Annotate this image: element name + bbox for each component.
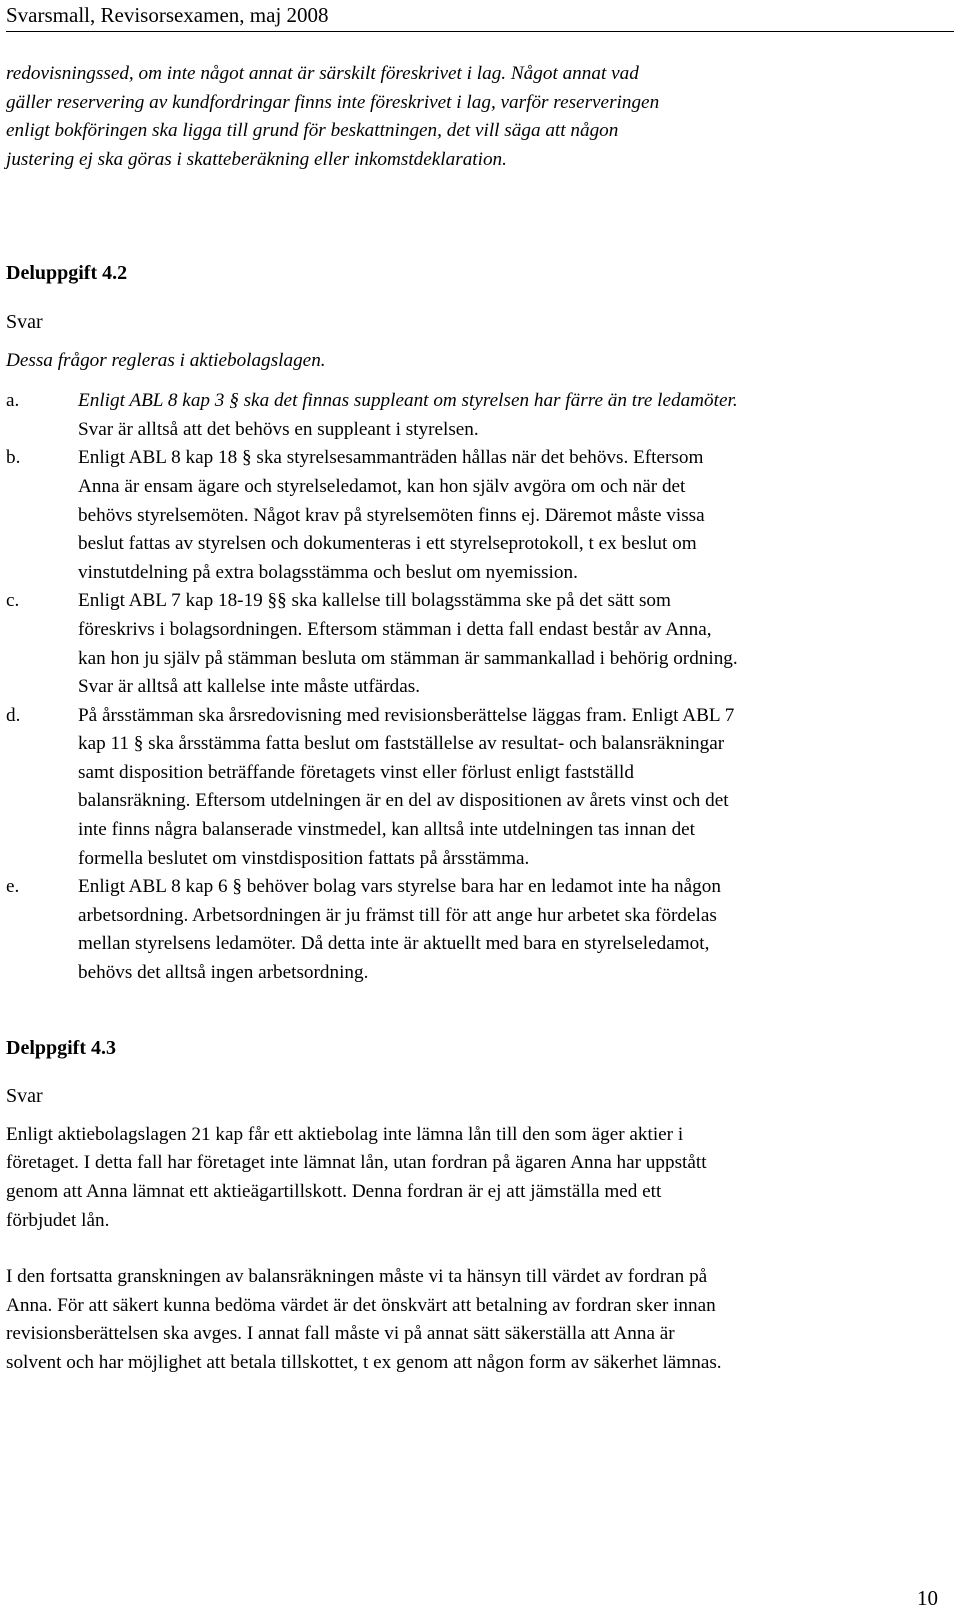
item-letter: c. (6, 590, 20, 612)
spacer (6, 988, 956, 1034)
text-line: Enligt ABL 8 kap 18 § ska styrelsesammanträden hållas när det behövs. Eftersom (78, 447, 704, 469)
spacer (6, 288, 956, 308)
text-line: kan hon ju själv på stämman besluta om stämman är sammankallad i behörig ordning. (78, 647, 738, 669)
text-line: föreskrivs i bolagsordningen. Eftersom stämman i detta fall endast består av Anna, (78, 618, 712, 640)
spacer (6, 337, 956, 347)
intro-paragraph (6, 60, 956, 174)
answer-item-e (6, 873, 956, 987)
svar-label: Svar (6, 1085, 43, 1108)
text-line: gäller reservering av kundfordringar finns inte föreskrivet i lag, varför reserveringen (6, 91, 660, 113)
paragraph (6, 1263, 956, 1377)
svar-label: Svar (6, 310, 43, 333)
text-line: behövs det alltså ingen arbetsordning. (78, 962, 369, 984)
text-line: Anna. För att säkert kunna bedöma värdet är det önskvärt att betalning av fordran sker innan (6, 1294, 716, 1316)
text-line: På årsstämman ska årsredovisning med revisionsberättelse läggas fram. Enligt ABL 7 (78, 704, 735, 726)
answer-item-a (6, 387, 956, 444)
text-line: förbjudet lån. (6, 1209, 110, 1231)
text-line: mellan styrelsens ledamöter. Då detta inte är aktuellt med bara en styrelseledamot, (78, 933, 710, 955)
text-line: enligt bokföringen ska ligga till grund för beskattningen, det vill säga att någon (6, 120, 619, 142)
section-heading-4-3: Delppgift 4.3 (6, 1036, 116, 1059)
text-line: inte finns några balanserade vinstmedel, kan alltså inte utdelningen tas innan det (78, 819, 696, 841)
text-line: balansräkning. Eftersom utdelningen är en del av dispositionen av årets vinst och det (78, 790, 729, 812)
section-heading-4-2: Deluppgift 4.2 (6, 262, 128, 285)
text-line: Enligt ABL 7 kap 18-19 §§ ska kallelse till bolagsstämma ske på det sätt som (78, 590, 671, 612)
section-intro: Dessa frågor regleras i aktiebolagslagen. (6, 349, 326, 371)
answer-item-d (6, 702, 956, 874)
text-line: beslut fattas av styrelsen och dokumenteras i ett styrelseprotokoll, t ex beslut om (78, 533, 697, 555)
spacer (6, 1111, 956, 1121)
spacer (6, 1235, 956, 1263)
paragraph (6, 1121, 956, 1235)
text-line: I den fortsatta granskningen av balansräkningen måste vi ta hänsyn till värdet av fordran på (6, 1266, 708, 1288)
answer-item-c (6, 587, 956, 701)
text-line: redovisningssed, om inte något annat är särskilt föreskrivet i lag. Något annat vad (6, 63, 639, 84)
text-line: företaget. I detta fall har företaget inte lämnat lån, utan fordran på ägaren Anna har uppstått (6, 1152, 707, 1174)
text-line: arbetsordning. Arbetsordningen är ju främst till för att ange hur arbetet ska fördelas (78, 904, 717, 926)
text-line: Anna är ensam ägare och styrelseledamot, kan hon själv avgöra om och när det (78, 475, 686, 497)
text-line: Svar är alltså att det behövs en suppleant i styrelsen. (78, 418, 479, 440)
text-line: samt disposition beträffande företagets vinst eller förlust enligt fastställd (78, 761, 634, 783)
document-header (6, 2, 954, 32)
text-line: Enligt aktiebolagslagen 21 kap får ett aktiebolag inte lämna lån till den som äger aktier i (6, 1123, 684, 1145)
text-line: kap 11 § ska årsstämma fatta beslut om fastställelse av resultat- och balansräkningar (78, 733, 725, 755)
page-number: 10 (917, 1586, 938, 1610)
text-line: solvent och har möjlighet att betala tillskottet, t ex genom att någon form av säkerhet lämnas. (6, 1351, 722, 1373)
text-line: revisionsberättelsen ska avges. I annat fall måste vi på annat sätt säkerställa att Anna är (6, 1323, 675, 1345)
document-body (6, 60, 956, 1378)
text-line: genom att Anna lämnat ett aktieägartillskott. Denna fordran är ej att jämställa med ett (6, 1181, 662, 1202)
item-letter: b. (6, 447, 21, 469)
text-line: Enligt ABL 8 kap 6 § behöver bolag vars styrelse bara har en ledamot inte ha någon (78, 876, 721, 898)
item-letter: a. (6, 390, 20, 412)
spacer (6, 375, 956, 387)
text-line: Enligt ABL 8 kap 3 § ska det finnas suppleant om styrelsen har färre än tre ledamöter. (78, 390, 738, 412)
spacer (6, 174, 956, 259)
item-letter: d. (6, 704, 21, 726)
spacer (6, 1062, 956, 1082)
text-line: Svar är alltså att kallelse inte måste utfärdas. (78, 676, 421, 698)
item-letter: e. (6, 876, 20, 898)
text-line: behövs styrelsemöten. Något krav på styrelsemöten finns ej. Däremot måste vissa (78, 504, 705, 526)
answer-item-b (6, 444, 956, 587)
document-title: Svarsmall, Revisorsexamen, maj 2008 (6, 3, 329, 27)
text-line: vinstutdelning på extra bolagsstämma och beslut om nyemission. (78, 561, 578, 583)
text-line: justering ej ska göras i skatteberäkning eller inkomstdeklaration. (6, 148, 507, 170)
answer-list (6, 387, 956, 987)
text-line: formella beslutet om vinstdisposition fattats på årsstämma. (78, 847, 530, 869)
